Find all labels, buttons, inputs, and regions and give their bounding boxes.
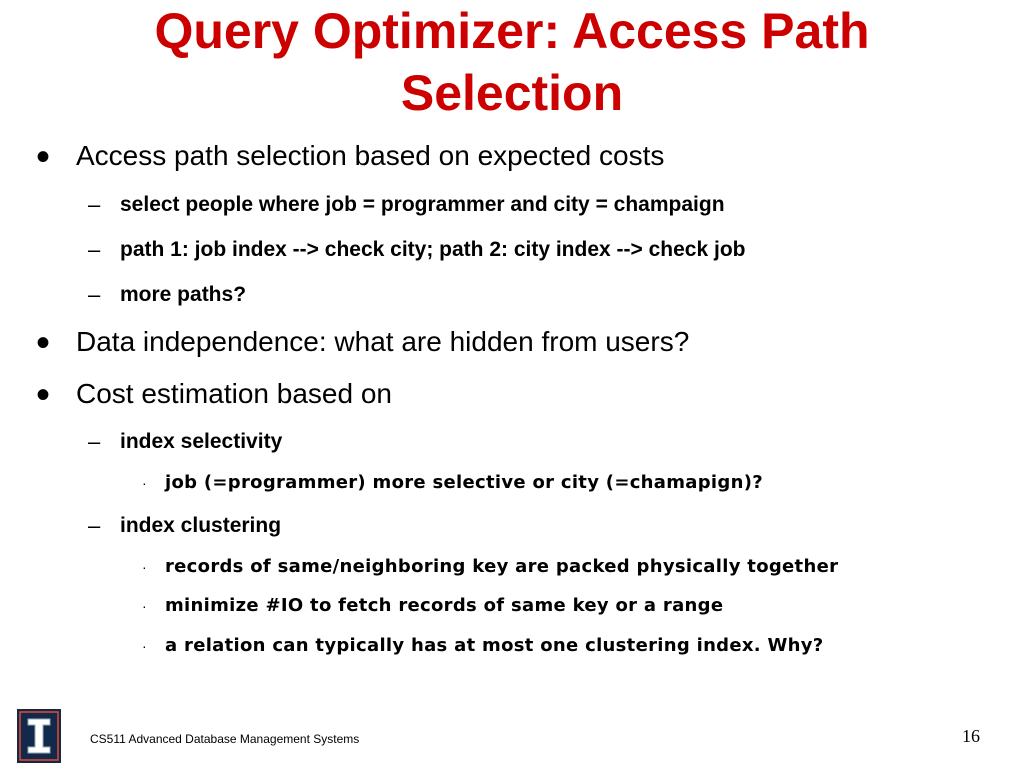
bullet-marker: • (36, 373, 51, 417)
dash-marker: – (88, 429, 101, 454)
point-minimize-io: minimize #IO to fetch records of same key or a range (165, 595, 724, 616)
point-job-selective: job (=programmer) more selective or city (=chamapign)? (165, 472, 763, 493)
subbullet-paths: path 1: job index --> check city; path 2: city index --> check job (120, 238, 746, 261)
page-number: 16 (962, 726, 980, 746)
slide-title: Query Optimizer: Access Path Selection (154, 3, 870, 121)
dash-marker: – (88, 513, 101, 538)
university-block-i-logo-icon (17, 709, 61, 763)
dash-marker: – (88, 237, 101, 262)
dot-marker: · (142, 475, 147, 491)
subbullet-index-clustering: index clustering (120, 514, 282, 537)
point-records-packed: records of same/neighboring key are packed physically together (165, 556, 839, 577)
point-one-clustering-index: a relation can typically has at most one clustering index. Why? (165, 635, 824, 656)
bullet-marker: • (36, 321, 51, 365)
dot-marker: · (142, 598, 147, 614)
footer-course-title: CS511 Advanced Database Management Systems (90, 732, 360, 746)
dash-marker: – (88, 282, 101, 307)
subbullet-select-query: select people where job = programmer and city = champaign (120, 193, 725, 216)
dot-marker: · (142, 638, 147, 654)
bullet-cost-estimation: Cost estimation based on (76, 378, 392, 409)
bullet-data-independence: Data independence: what are hidden from users? (76, 326, 690, 357)
dash-marker: – (88, 192, 101, 217)
bullet-marker: • (36, 135, 51, 179)
bullet-access-path-selection: Access path selection based on expected costs (76, 140, 665, 171)
dot-marker: · (142, 559, 147, 575)
subbullet-index-selectivity: index selectivity (120, 430, 283, 453)
subbullet-more-paths: more paths? (120, 283, 247, 306)
